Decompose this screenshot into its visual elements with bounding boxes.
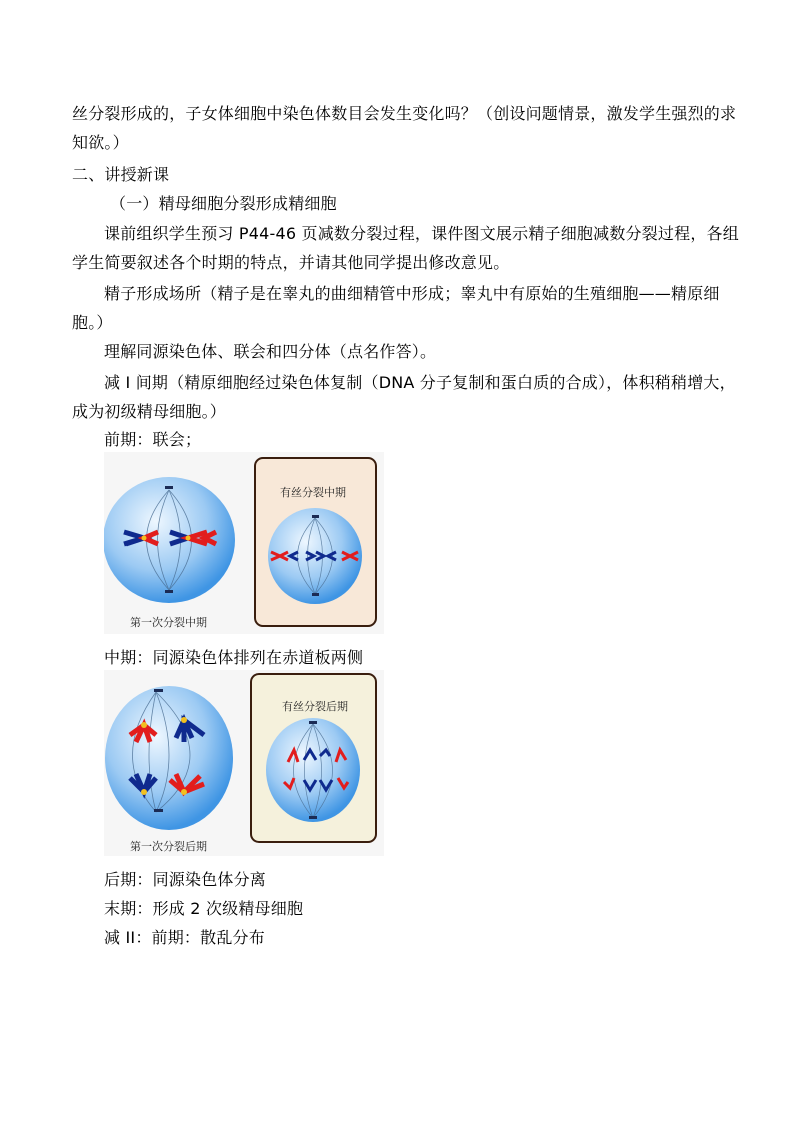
- meiosis-metaphase-figure: [104, 452, 384, 634]
- paragraph-line: 末期：形成 2 次级精母细胞: [104, 899, 304, 918]
- cell-body: [104, 477, 235, 603]
- meiosis-metaphase-illustration: [104, 452, 384, 634]
- paragraph-line: 课前组织学生预习 P44-46 页减数分裂过程，课件图文展示精子细胞减数分裂过程，各组: [104, 224, 739, 243]
- paragraph-line: 学生简要叙述各个时期的特点，并请其他同学提出修改意见。: [72, 253, 510, 272]
- paragraph-line: 精子形成场所（精子是在睾丸的曲细精管中形成；睾丸中有原始的生殖细胞——精原细: [104, 284, 720, 303]
- paragraph-line: 前期：联会；: [104, 430, 202, 449]
- figure-caption: 第一次分裂后期: [130, 841, 207, 853]
- paragraph-line: 丝分裂形成的，子女体细胞中染色体数目会发生变化吗？（创设问题情景，激发学生强烈的求: [72, 104, 737, 123]
- meiosis-anaphase-illustration: [104, 670, 384, 856]
- subsection-heading: （一）精母细胞分裂形成精细胞: [110, 194, 337, 213]
- centriole: [154, 809, 163, 812]
- panel-title: 有丝分裂后期: [282, 701, 348, 713]
- paragraph-line: 胞。）: [72, 313, 113, 332]
- panel-title: 有丝分裂中期: [280, 487, 346, 499]
- centriole: [312, 515, 319, 518]
- centriole: [154, 689, 163, 692]
- paragraph-line: 理解同源染色体、联会和四分体（点名作答）。: [104, 342, 437, 361]
- centriole: [165, 590, 173, 593]
- centriole: [309, 816, 317, 819]
- paragraph-line: 知欲。）: [72, 133, 129, 152]
- centriole: [165, 486, 173, 489]
- paragraph-line: 中期：同源染色体排列在赤道板两侧: [104, 648, 364, 667]
- centriole: [309, 721, 317, 724]
- centriole: [312, 593, 319, 596]
- section-heading: 二、讲授新课: [72, 165, 170, 184]
- paragraph-line: 后期：同源染色体分离: [104, 870, 267, 889]
- meiosis-anaphase-figure: [104, 670, 384, 856]
- figure-caption: 第一次分裂中期: [130, 617, 207, 629]
- cell-body: [266, 718, 360, 822]
- paragraph-line: 成为初级精母细胞。）: [72, 402, 227, 421]
- paragraph-line: 减 I 间期（精原细胞经过染色体复制（DNA 分子复制和蛋白质的合成），体积稍稍增大，: [104, 373, 736, 392]
- paragraph-line: 减 II：前期：散乱分布: [104, 928, 265, 947]
